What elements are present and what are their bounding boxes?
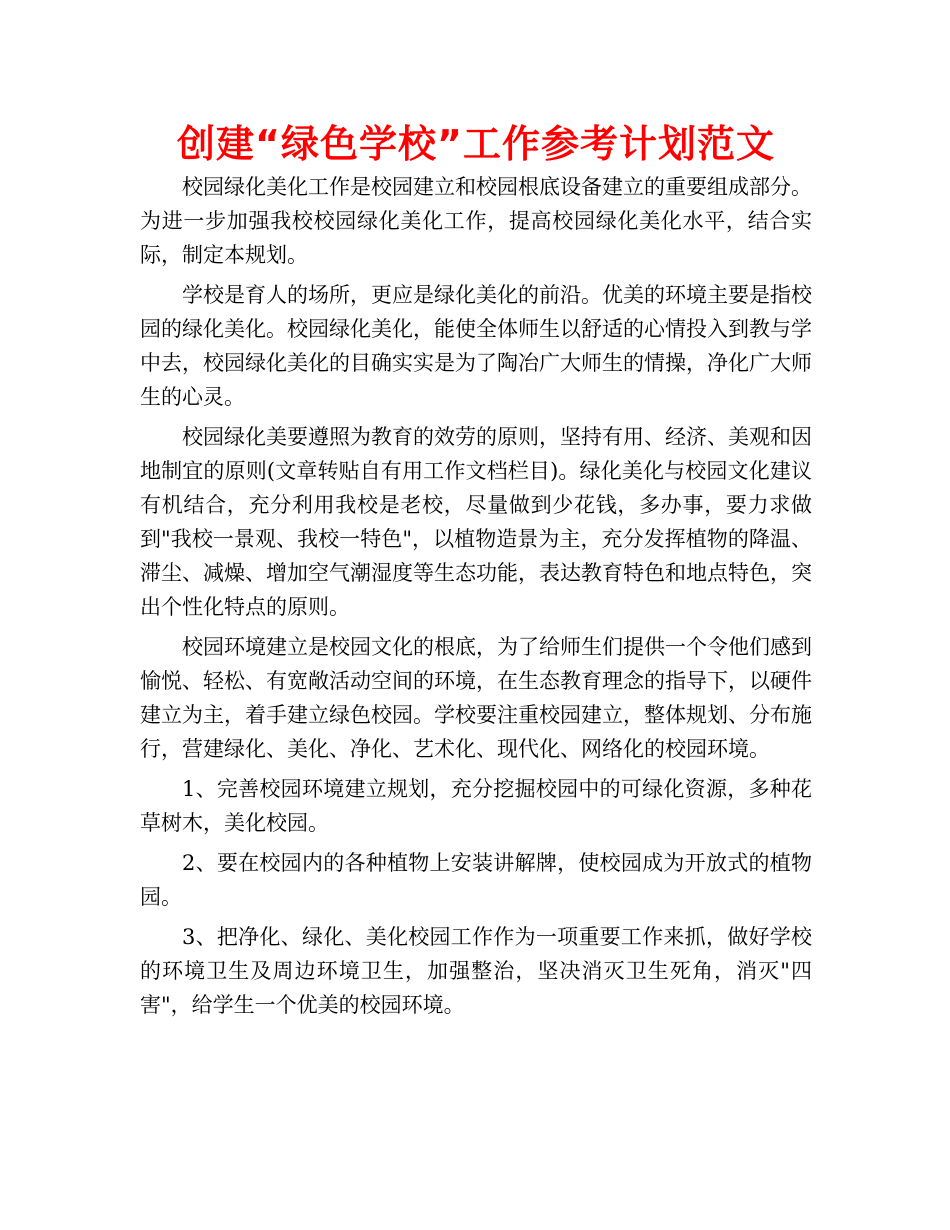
paragraph-item-3: 3、把净化、绿化、美化校园工作作为一项重要工作来抓，做好学校的环境卫生及周边环境卫生，加强整治，坚决消灭卫生死角，消灭"四害"，给学生一个优美的校园环境。 [140, 925, 812, 1017]
document-page [140, 118, 812, 1028]
paragraph-campus-construction: 校园环境建立是校园文化的根底，为了给师生们提供一个令他们感到愉悦、轻松、有宽敞活动空间的环境，在生态教育理念的指导下，以硬件建立为主，着手建立绿色校园。学校要注重校园建立，整体规划、分布施行，营建绿化、美化、净化、艺术化、现代化、网络化的校园环境。 [140, 635, 812, 761]
paragraph-principles: 校园绿化美要遵照为教育的效劳的原则，坚持有用、经济、美观和因地制宜的原则(文章转贴自有用工作文档栏目)。绿化美化与校园文化建议有机结合，充分利用我校是老校，尽量做到少花钱，多办事，要力求做到"我校一景观、我校一特色"，以植物造景为主，充分发挥植物的降温、滞尘、减燥、增加空气潮湿度等生态功能，表达教育特色和地点特色，突出个性化特点的原则。 [140, 425, 812, 619]
paragraph-item-2: 2、要在校园内的各种植物上安装讲解牌，使校园成为开放式的植物园。 [140, 851, 812, 909]
document-title: 创建“绿色学校”工作参考计划范文 [177, 122, 775, 166]
paragraph-intro: 校园绿化美化工作是校园建立和校园根底设备建立的重要组成部分。为进一步加强我校校园绿化美化工作，提高校园绿化美化水平，结合实际，制定本规划。 [140, 175, 812, 267]
paragraph-item-1: 1、完善校园环境建立规划，充分挖掘校园中的可绿化资源，多种花草树木，美化校园。 [140, 777, 812, 835]
paragraph-school-environment: 学校是育人的场所，更应是绿化美化的前沿。优美的环境主要是指校园的绿化美化。校园绿化美化，能使全体师生以舒适的心情投入到教与学中去，校园绿化美化的目确实实是为了陶冶广大师生的情操，净化广大师生的心灵。 [140, 283, 812, 409]
